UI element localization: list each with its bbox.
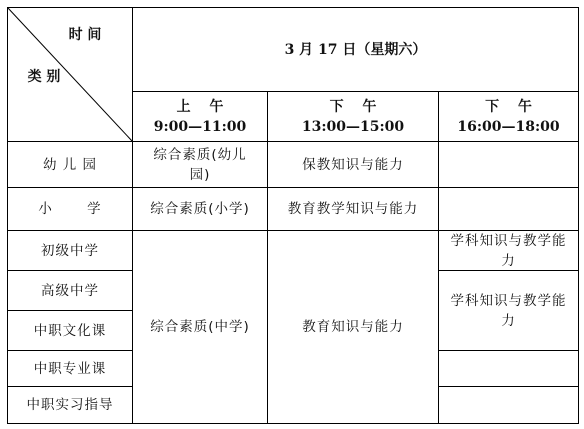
session-header-morning: [133, 92, 267, 141]
session-period: 下 午: [485, 98, 532, 115]
session-time: 9:00—11:00: [153, 118, 247, 135]
corner-category-label: 类 别: [27, 69, 61, 85]
subject-middle-morning: 综合素质(中学): [150, 319, 250, 335]
date-header: 3 月 17 日（星期六）: [284, 41, 427, 58]
session-header-afternoon-1: [268, 92, 438, 141]
subject-junior-late-afternoon: 学科知识与教学能力: [450, 232, 567, 269]
category-vocational-culture: 中职文化课: [33, 322, 107, 339]
session-period: 上 午: [176, 98, 224, 115]
category-vocational-professional: 中职专业课: [33, 360, 107, 377]
category-kindergarten: 幼 儿 园: [42, 156, 98, 173]
category-vocational-practice: 中职实习指导: [26, 397, 114, 413]
session-time: 16:00—18:00: [457, 118, 560, 135]
category-primary: 小 学: [38, 201, 102, 217]
category-junior-middle: 初级中学: [41, 242, 99, 259]
subject-primary-afternoon: 教育教学知识与能力: [287, 201, 419, 217]
category-senior-middle: 高级中学: [41, 282, 99, 299]
subject-senior-late-afternoon: 学科知识与教学能力: [450, 292, 567, 329]
subject-middle-afternoon: 教育知识与能力: [302, 319, 404, 335]
corner-time-label: 时 间: [68, 27, 102, 43]
subject-primary-morning: 综合素质(小学): [150, 201, 250, 217]
subject-kindergarten-afternoon: 保教知识与能力: [302, 156, 404, 173]
subject-kindergarten-morning: 综合素质(幼儿园): [153, 146, 247, 183]
session-period: 下 午: [329, 98, 377, 115]
session-time: 13:00—15:00: [301, 118, 405, 135]
session-header-afternoon-2: [439, 92, 578, 141]
